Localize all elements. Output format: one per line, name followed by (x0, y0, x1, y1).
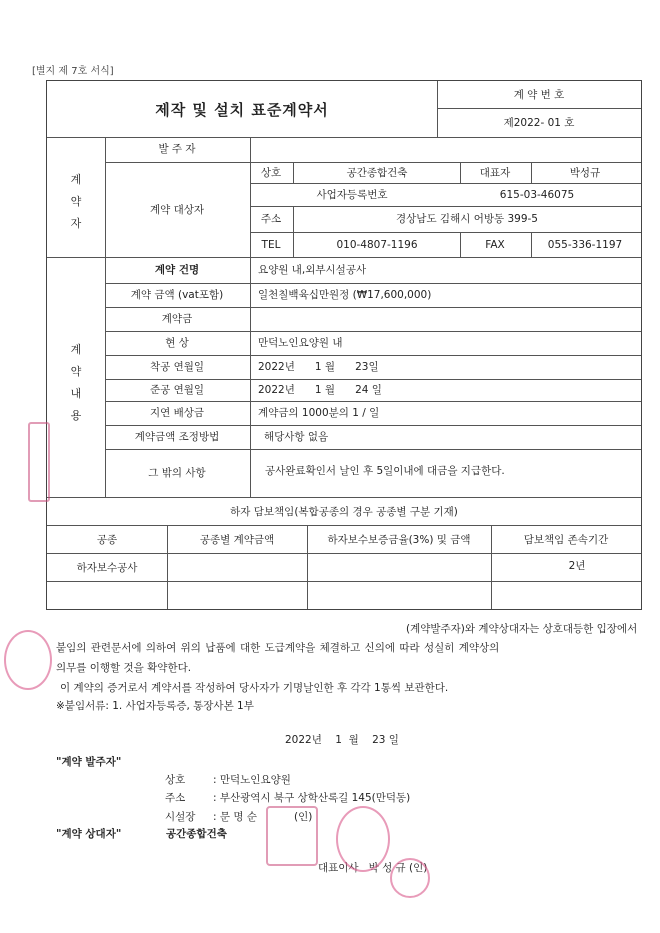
detail-value: 만덕노인요양원 내 (258, 337, 343, 349)
rule (167, 525, 168, 609)
detail-label: 계약 건명 (154, 264, 200, 276)
rule (293, 206, 294, 258)
clause-line: 이 계약의 증거로서 계약서를 작성하여 당사자가 기명날인한 후 각각 1통씩 보관한다. (60, 682, 449, 694)
rule (250, 183, 641, 184)
orderer-addr: : 부산광역시 북구 상학산록길 145(만덕동) (213, 792, 411, 804)
contractor-heading: "계약 상대자" (56, 828, 122, 840)
detail-value: 요양원 내,외부시설공사 (258, 264, 367, 276)
rule (105, 331, 641, 332)
rule (105, 401, 641, 402)
rule (250, 206, 641, 207)
rule (105, 307, 641, 308)
contractor-label: 계약 대상자 (149, 204, 205, 216)
rule (47, 525, 641, 526)
detail-value: 2022년 1 월 23일 (258, 361, 379, 373)
rule (531, 232, 532, 258)
tel: 010-4807-1196 (336, 239, 418, 251)
clause-line: 의무를 이행할 것을 확약한다. (56, 662, 192, 674)
parties-side-label: 계 약 자 (70, 173, 82, 230)
detail-value: 계약금의 1000분의 1 / 일 (258, 407, 380, 419)
details-side-label: 계 약 내 용 (70, 343, 82, 422)
warranty-cell: 하자보수공사 (76, 562, 138, 574)
rule (307, 525, 308, 609)
detail-value: 해당사항 없음 (264, 431, 329, 443)
rule (47, 257, 641, 258)
orderer-heading: "계약 발주자" (56, 756, 122, 768)
clause-line: (계약발주자)와 계약상대자는 상호대등한 입장에서 (406, 623, 638, 635)
rule (491, 525, 492, 609)
tel-label: TEL (261, 239, 281, 251)
contract-table (46, 80, 642, 610)
orderer-addr-label: 주소 (165, 792, 186, 804)
rule (531, 162, 532, 184)
clause-line: 붙임의 관련문서에 의하여 위의 납품에 대한 도급계약을 체결하고 신의에 따라 성실히 계약상의 (56, 642, 500, 654)
address: 경상남도 김해시 어방동 399-5 (396, 213, 538, 225)
contract-number-label: 계 약 번 호 (513, 89, 565, 101)
detail-label: 준공 연월일 (149, 384, 205, 396)
orderer-name-label: 상호 (165, 774, 186, 786)
rule (47, 137, 641, 138)
detail-label: 계약금 (161, 313, 193, 325)
fax: 055-336-1197 (547, 239, 623, 251)
margin-seal-stamp (4, 630, 52, 690)
ceo-name: 박성규 (569, 167, 601, 179)
rule (105, 283, 641, 284)
fax-label: FAX (485, 239, 505, 251)
orderer-round-seal-stamp (336, 806, 390, 872)
rule (105, 355, 641, 356)
biz-no-label: 사업자등록번호 (316, 189, 388, 201)
detail-label: 계약금액 조정방법 (134, 431, 220, 443)
contract-number: 제2022- 01 호 (503, 117, 575, 129)
warranty-header: 하자보수보증금율(3%) 및 금액 (327, 534, 471, 546)
trade-name: 공간종합건축 (346, 167, 408, 179)
form-label: [별지 제 7호 서식] (32, 66, 114, 77)
warranty-cell: 2년 (568, 560, 586, 572)
detail-label: 지연 배상금 (149, 407, 205, 419)
rule (105, 379, 641, 380)
rule (460, 162, 461, 184)
detail-value: 2022년 1 월 24 일 (258, 384, 382, 396)
orderer-seal-stamp (266, 806, 318, 866)
rule (105, 449, 641, 450)
rule (105, 425, 641, 426)
contractor-name: 공간종합건축 (166, 828, 227, 840)
warranty-header: 공종별 계약금액 (199, 534, 275, 546)
margin-seal-stamp (28, 422, 50, 502)
warranty-header: 담보책임 존속기간 (523, 534, 609, 546)
rule (250, 257, 251, 498)
clause-line: ※붙임서류: 1. 사업자등록증, 통장사본 1부 (56, 700, 254, 712)
rule (293, 162, 294, 184)
rule (437, 108, 641, 109)
detail-label: 그 밖의 사항 (148, 467, 206, 479)
warranty-header: 공종 (96, 534, 118, 546)
rule (47, 497, 641, 498)
orderer-label: 발 주 자 (158, 143, 196, 155)
rule (437, 81, 438, 138)
rule (250, 232, 641, 233)
detail-label: 현 상 (165, 337, 189, 349)
rule (105, 162, 641, 163)
ceo-label: 대표자 (479, 167, 511, 179)
contractor-rep: 대표이사 박 성 규 (인) (318, 862, 428, 874)
rule (105, 138, 106, 498)
biz-no: 615-03-46075 (499, 189, 575, 201)
detail-value: 일천칠백육십만원정 (₩17,600,000) (258, 289, 432, 301)
page-title: 제작 및 설치 표준계약서 (155, 101, 329, 119)
contract-date: 2022년 1 월 23 일 (285, 734, 399, 746)
detail-label: 착공 연월일 (149, 361, 205, 373)
orderer-seal: (인) (294, 811, 313, 823)
rule (47, 553, 641, 554)
contractor-seal-stamp (390, 858, 430, 898)
address-label: 주소 (260, 213, 282, 225)
detail-label: 계약 금액 (vat포함) (130, 289, 224, 301)
orderer-name: : 만덕노인요양원 (213, 774, 291, 786)
detail-value: 공사완료확인서 날인 후 5일이내에 대금을 지급한다. (265, 465, 505, 477)
orderer-head-label: 시설장 (165, 811, 196, 823)
rule (47, 581, 641, 582)
warranty-heading: 하자 담보책임(복합공종의 경우 공종별 구분 기재) (230, 506, 458, 518)
trade-name-label: 상호 (260, 167, 282, 179)
rule (460, 232, 461, 258)
orderer-head: : 문 명 순 (213, 811, 257, 823)
rule (250, 138, 251, 258)
